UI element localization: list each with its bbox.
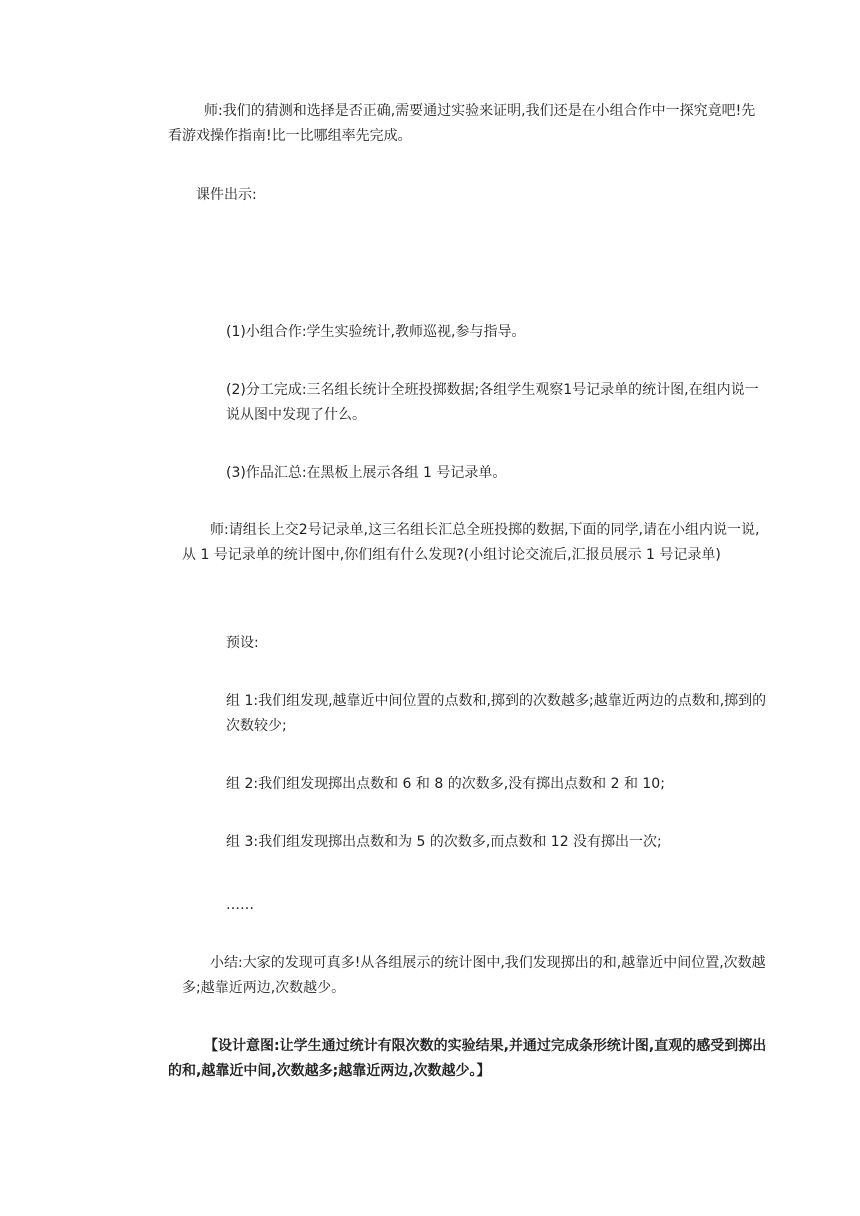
summary-paragraph: 小结:大家的发现可真多!从各组展示的统计图中,我们发现掷出的和,越靠近中间位置,次数越多;越靠近两边,次数越少。 bbox=[182, 955, 766, 996]
step-1: (1)小组合作:学生实验统计,教师巡视,参与指导。 bbox=[226, 324, 526, 340]
group-3-finding: 组 3:我们组发现掷出点数和为 5 的次数多,而点数和 12 没有掷出一次; bbox=[226, 834, 662, 850]
ellipsis: …… bbox=[226, 897, 254, 913]
teacher-paragraph-1: 师:我们的猜测和选择是否正确,需要通过实验来证明,我们还是在小组合作中一探究竟吧!先看游戏操作指南!比一比哪组率先完成。 bbox=[168, 103, 756, 144]
group-1-finding: 组 1:我们组发现,越靠近中间位置的点数和,掷到的次数越多;越靠近两边的点数和,掷到的次数较少; bbox=[226, 693, 767, 734]
courseware-label: 课件出示: bbox=[196, 187, 257, 203]
step-2: (2)分工完成:三名组长统计全班投掷数据;各组学生观察1号记录单的统计图,在组内说一说从图中发现了什么。 bbox=[226, 382, 759, 423]
teacher-paragraph-2: 师:请组长上交2号记录单,这三名组长汇总全班投掷的数据,下面的同学,请在小组内说一说,从 1 号记录单的统计图中,你们组有什么发现?(小组讨论交流后,汇报员展示 1 号记录单) bbox=[182, 522, 760, 563]
design-intent: 【设计意图:让学生通过统计有限次数的实验结果,并通过完成条形统计图,直观的感受到掷出的和,越靠近中间,次数越多;越靠近两边,次数越少。】 bbox=[168, 1038, 767, 1079]
step-3: (3)作品汇总:在黑板上展示各组 1 号记录单。 bbox=[226, 465, 507, 481]
group-2-finding: 组 2:我们组发现掷出点数和 6 和 8 的次数多,没有掷出点数和 2 和 10; bbox=[226, 776, 665, 792]
preset-label: 预设: bbox=[226, 635, 259, 651]
